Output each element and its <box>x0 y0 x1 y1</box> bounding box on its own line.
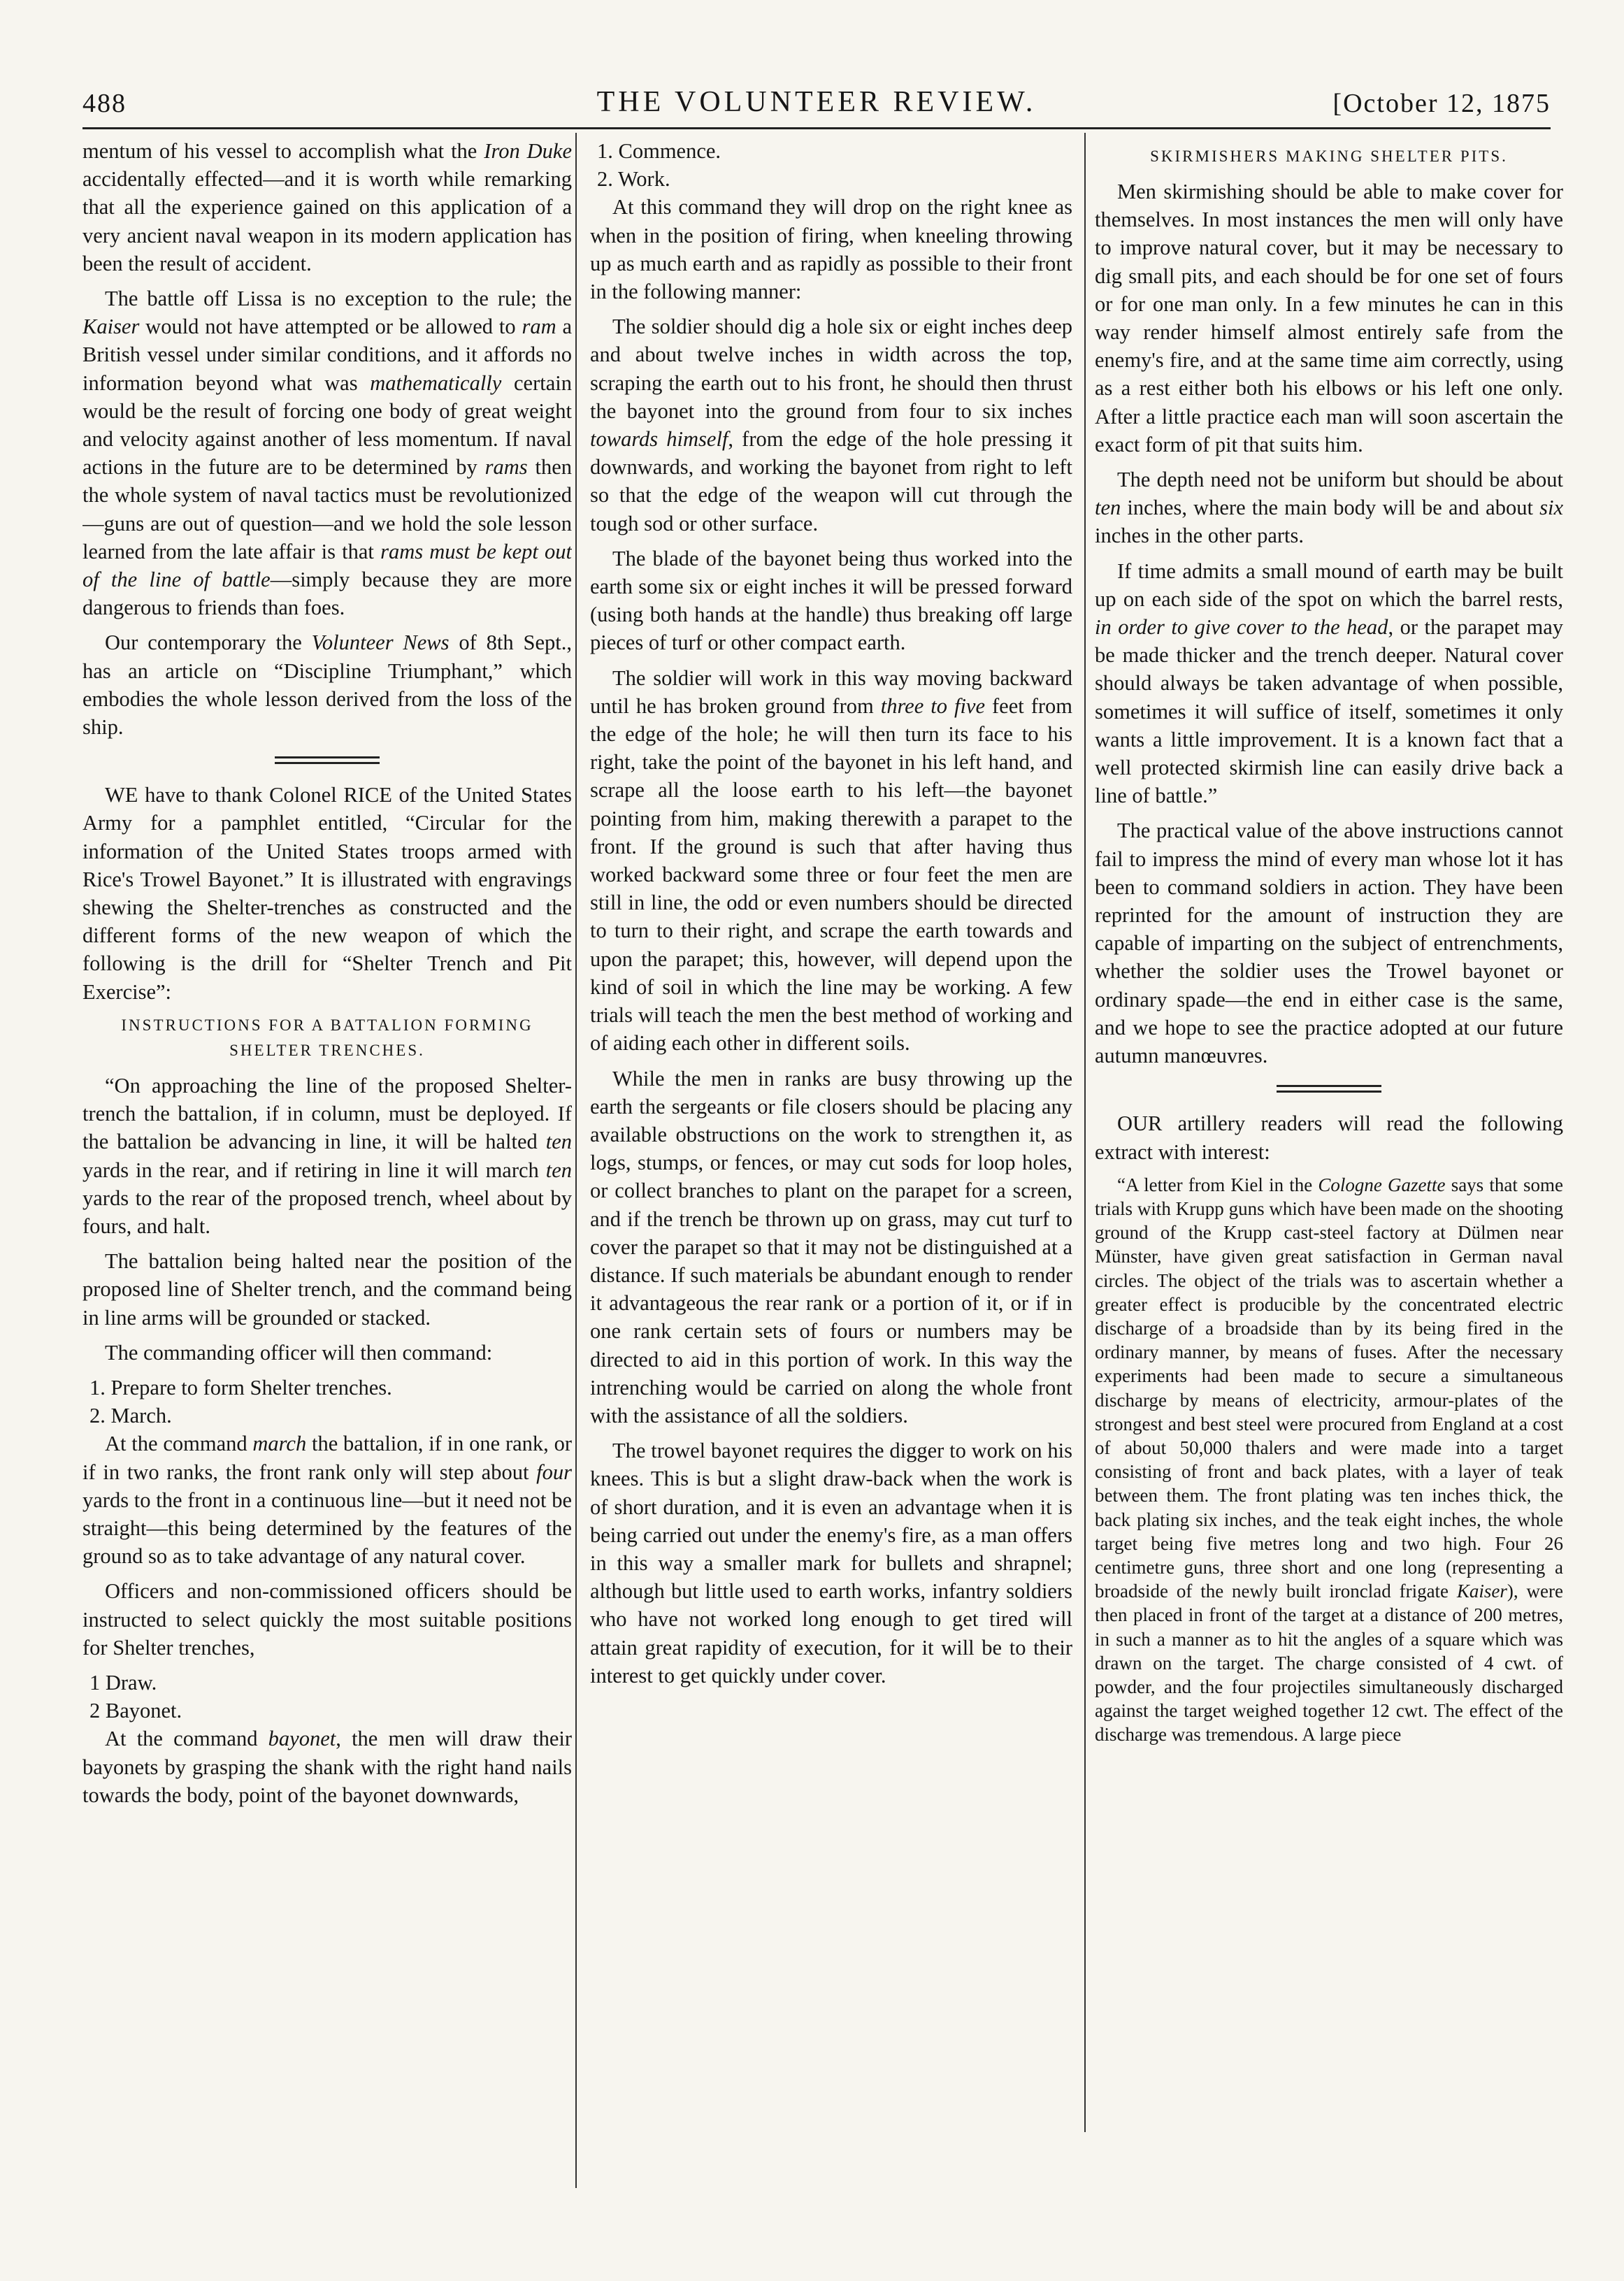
paragraph: At the command bayonet, the men will draw their bayonets by grasping the shank with the right hand nails towards the body, point of the bayonet downwards, <box>82 1727 572 1807</box>
paragraph: At this command they will drop on the right knee as when in the position of firing, when kneeling throwing up as much earth and as rapidly as possible to their front in the following manner: <box>590 195 1072 304</box>
paragraph: The soldier should dig a hole six or eight inches deep and about twelve inches in width across the top, scraping the earth out to his front, he should then thrust the bayonet into the ground from four to six inches towards himself, from the edge of the hole pressing it downwards, and working the bayonet from right to left so that the edge of the weapon will cut through the tough sod or other surface. <box>590 315 1072 535</box>
section-heading: INSTRUCTIONS FOR A BATTALION FORMING SHELTER TRENCHES. <box>121 1016 533 1059</box>
paragraph: Our contemporary the Volunteer News of 8th Sept., has an article on “Discipline Triumphant,” which embodies the whole lesson derived from the loss of the ship. <box>82 631 572 740</box>
paragraph: While the men in ranks are busy throwing up the earth the sergeants or file closers should be placing any available obstructions on the work to strengthen it, as logs, stumps, or fences, or may cut sods for loop holes, or collect branches to plant on the parapet for a screen, and if the trench be thrown up on grass, may cut turf to cover the parapet so that it may not be distinguished at a distance. If such materials be abundant enough to render it advantageous the rear rank or a portion of it, or if in one rank certain sets of fours or numbers may be directed to aid in this portion of work. In this way the intrenching would be carried on along the whole front with the assistance of all the soldiers. <box>590 1066 1072 1427</box>
page-header <box>82 82 1551 131</box>
paragraph: The battle off Lissa is no exception to the rule; the Kaiser would not have attempted or be allowed to ram a British vessel under similar conditions, and it affords no information beyond what was mathematically certain would be the result of forcing one body of great weight and velocity against another of less momentum. If naval actions in the future are to be determined by rams then the whole system of naval tactics must be revolutionized—guns are out of question—and we hold the sole lesson learned from the late affair is that rams must be kept out of the line of battle—simply because they are more dangerous to friends than foes. <box>82 287 572 620</box>
paragraph: OUR artillery readers will read the following extract with interest: <box>1095 1111 1563 1164</box>
command-line: 2 Bayonet. <box>89 1699 182 1723</box>
masthead-title: THE VOLUNTEER REVIEW. <box>596 86 1037 118</box>
column-left <box>82 137 572 2185</box>
paragraph: The depth need not be uniform but should be about ten inches, where the main body will be and about six inches in the other parts. <box>1095 468 1563 548</box>
column-divider <box>575 133 577 2188</box>
command-line: 1. Commence. <box>597 139 721 163</box>
paragraph: mentum of his vessel to accomplish what the Iron Duke accidentally effected—and it is worth while remarking that all the experience gained on this application of a very ancient naval weapon in its modern application has been the result of accident. <box>82 139 572 275</box>
paragraph: Men skirmishing should be able to make cover for themselves. In most instances the men will only have to improve natural cover, but it may be necessary to dig small pits, and each should be for one set of fours or for one man only. In a few minutes he can in this way render himself almost entirely safe from the enemy's fire, and at the same time aim correctly, using as a rest either both his elbows or his left one only. After a little practice each man will soon ascertain the exact form of pit that suits him. <box>1095 180 1563 456</box>
paragraph: The trowel bayonet requires the digger to work on his knees. This is but a slight draw-back when the work is of short duration, and it is even an advantage when it is being carried out under the enemy's fire, as a man offers in this way a smaller mark for bullets and shrapnel; although but little used to earth works, infantry soldiers who have not worked long enough to get tired will attain great rapidity of execution, for it will be to their interest to get quickly under cover. <box>590 1439 1072 1688</box>
section-separator <box>275 756 380 764</box>
command-line: 1. Prepare to form Shelter trenches. <box>89 1375 392 1399</box>
paragraph: The commanding officer will then command: <box>105 1340 493 1365</box>
header-rule <box>82 127 1551 129</box>
paragraph: “A letter from Kiel in the Cologne Gazette says that some trials with Krupp guns which have been made on the shooting ground of the Krupp cast-steel factory at Dülmen near Münster, have given great satisfaction in German naval circles. The object of the trials was to ascertain whether a greater effect is producible by the concentrated electric discharge of a broadside than by its being fired in the ordinary manner, by means of fuses. After the necessary experiments had been made to secure a simultaneous discharge by means of electricity, armour-plates of the strongest and best steel were procured from England at a cost of about 50,000 thalers and were made into a target consisting of front and back plates, with a layer of teak between them. The front plating was ten inches thick, the back plating six inches, and the teak eight inches, the whole target being five metres long and two high. Four 26 centimetre guns, three short and one long (representing a broadside of the newly built ironclad frigate Kaiser), were then placed in front of the target at a distance of 200 metres, in such a manner as to hit the angles of a square which was drawn on the target. The charge consisted of 4 cwt. of powder, and the four projectiles simultaneously discharged against the target weighed together 12 cwt. The effect of the discharge was tremendous. A large piece <box>1095 1174 1563 1746</box>
paragraph: At the command march the battalion, if in one rank, or if in two ranks, the front rank only will step about four yards to the front in a continuous line—but it need not be straight—this being determined by the features of the ground so as to take advantage of any natural cover. <box>82 1432 572 1569</box>
section-separator <box>1277 1085 1381 1093</box>
command-line: 2. March. <box>89 1404 172 1428</box>
command-line: 1 Draw. <box>89 1670 157 1694</box>
paragraph: If time admits a small mound of earth may be built up on each side of the spot on which the barrel rests, in order to give cover to the head, or the parapet may be made thicker and the trench deeper. Natural cover should always be taken advantage of when possible, sometimes it will suffice of itself, sometimes it only wants a little improvement. It is a known fact that a well protected skirmish line can easily drive back a line of battle.” <box>1095 559 1563 808</box>
paragraph: The battalion being halted near the position of the proposed line of Shelter trench, and the command being in line arms will be grounded or stacked. <box>82 1249 572 1330</box>
paragraph: WE have to thank Colonel RICE of the United States Army for a pamphlet entitled, “Circular for the information of the United States troops armed with Rice's Trowel Bayonet.” It is illustrated with engravings shewing the Shelter-trenches as constructed and the different forms of the new weapon of which the following is the drill for “Shelter Trench and Pit Exercise”: <box>82 783 572 1004</box>
section-heading: SKIRMISHERS MAKING SHELTER PITS. <box>1150 147 1508 165</box>
paragraph: The practical value of the above instructions cannot fail to impress the mind of every man whose lot it has been to command soldiers in action. They have been reprinted for the amount of instruction they are capable of imparting on the subject of entrenchments, whether the soldier uses the Trowel bayonet or ordinary spade—the end in either case is the same, and we hope to see the practice adopted at our future autumn manœuvres. <box>1095 819 1563 1068</box>
command-line: 2. Work. <box>597 167 670 192</box>
paragraph: Officers and non-commissioned officers should be instructed to select quickly the most suitable positions for Shelter trenches, <box>82 1579 572 1660</box>
issue-date: [October 12, 1875 <box>1332 89 1551 118</box>
column-right <box>1095 137 1563 2185</box>
page-number: 488 <box>82 89 127 118</box>
paragraph: The blade of the bayonet being thus worked into the earth some six or eight inches it will be pressed forward (using both hands at the handle) thus breaking off large pieces of turf or other compact earth. <box>590 546 1072 655</box>
paragraph: “On approaching the line of the proposed Shelter-trench the battalion, if in column, must be deployed. If the battalion be advancing in line, it will be halted ten yards in the rear, and if retiring in line it will march ten yards to the rear of the proposed trench, wheel about by fours, and halt. <box>82 1073 572 1238</box>
paragraph: The soldier will work in this way moving backward until he has broken ground from three to five feet from the edge of the hole; he will then turn its face to his right, take the point of the bayonet in his left hand, and scrape all the loose earth to his left—the bayonet pointing from him, making therewith a parapet to the front. If the ground is such that after having thus worked backward some three or four feet the men are still in line, the odd or even numbers should be directed to turn to their right, and scrape the earth towards and upon the parapet; this, however, will depend upon the kind of soil in which the line may be working. A few trials will teach the men the best method of working and of aiding each other in different soils. <box>590 665 1072 1056</box>
column-middle <box>590 137 1072 2185</box>
column-divider <box>1084 133 1086 2132</box>
